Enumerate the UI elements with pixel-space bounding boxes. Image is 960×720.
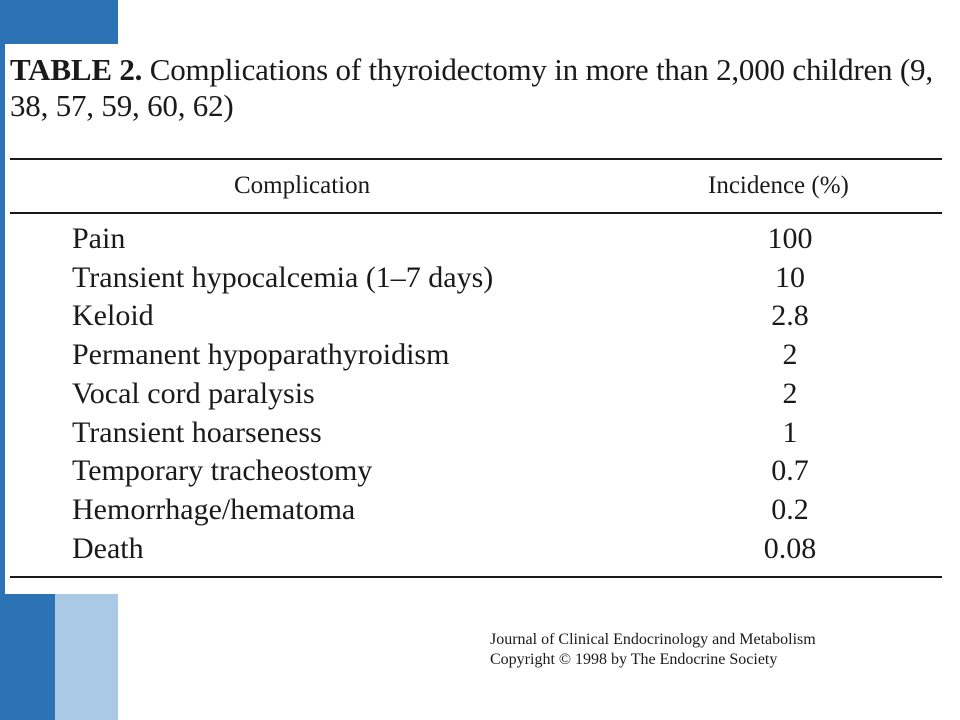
table-row: [0, 532, 960, 570]
table-bottom-rule: [10, 576, 942, 578]
table-row: [0, 261, 960, 299]
complication-cell: Permanent hypoparathyroidism: [72, 338, 450, 372]
table-row: [0, 338, 960, 376]
incidence-cell: 1: [782, 415, 798, 449]
complication-cell: Keloid: [72, 299, 154, 333]
complication-cell: Transient hoarseness: [72, 415, 322, 449]
incidence-cell: 2: [782, 338, 798, 372]
complication-cell: Temporary tracheostomy: [72, 454, 373, 488]
incidence-cell: 2.8: [771, 299, 809, 333]
source-credit: [490, 630, 816, 670]
incidence-cell: 100: [767, 222, 813, 255]
table-row: [0, 493, 960, 531]
table-caption: Complications of thyroidectomy in more than 2,000 children (9, 38, 57, 59, 60, 62): [10, 52, 933, 123]
table-row: [0, 454, 960, 492]
incidence-cell: 0.08: [763, 531, 817, 565]
complication-cell: Death: [72, 531, 144, 565]
incidence-cell: 10: [775, 260, 805, 294]
table-header-rule: [10, 212, 942, 214]
bottom-accent-bar: [55, 594, 118, 720]
complication-cell: Transient hypocalcemia (1–7 days): [72, 260, 494, 294]
column-header-complication: Complication: [234, 172, 371, 199]
column-header-incidence: Incidence (%): [708, 172, 849, 199]
complication-cell: Pain: [72, 222, 126, 255]
journal-name: Journal of Clinical Endocrinology and Metabolism: [490, 631, 816, 648]
copyright-line: Copyright © 1998 by The Endocrine Society: [490, 651, 778, 668]
table-title: [10, 52, 950, 124]
table-row: [0, 377, 960, 415]
incidence-cell: 0.2: [771, 492, 809, 526]
table-row: [0, 416, 960, 454]
top-accent-bar: [55, 0, 118, 44]
table-number: TABLE 2.: [10, 52, 143, 87]
table-row: [0, 299, 960, 337]
table-row: [0, 222, 960, 260]
table-top-rule: [10, 158, 942, 160]
complication-cell: Hemorrhage/hematoma: [72, 492, 356, 526]
incidence-cell: 2: [782, 376, 798, 410]
incidence-cell: 0.7: [771, 454, 809, 488]
complication-cell: Vocal cord paralysis: [72, 376, 315, 410]
